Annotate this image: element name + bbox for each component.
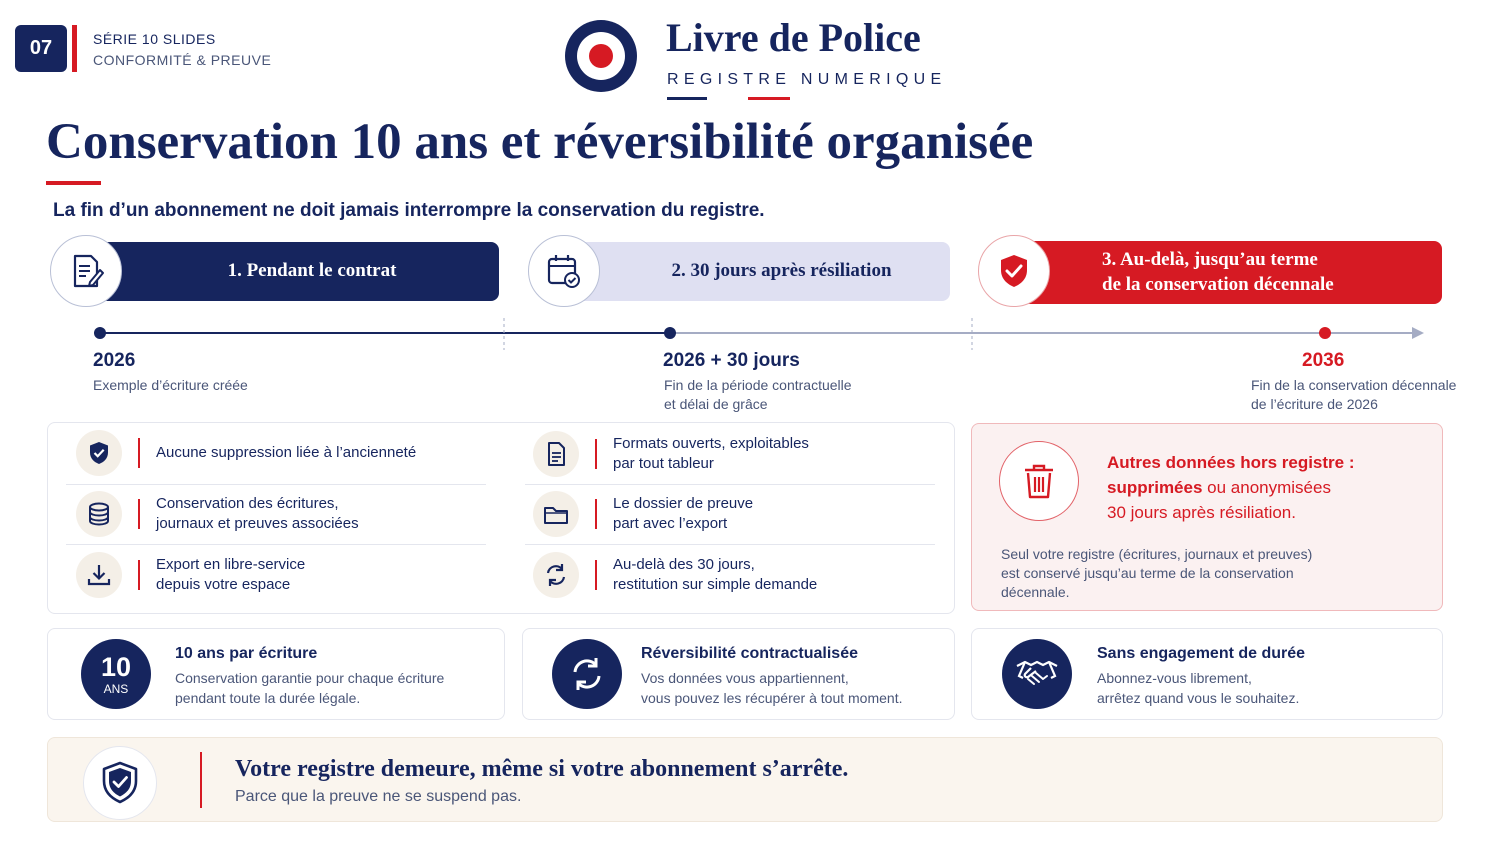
phase-1-icon-circle [50, 235, 122, 307]
feature-text: Formats ouverts, exploitables par tout tableur [613, 435, 809, 472]
slide-number-accent [72, 25, 77, 72]
commitment-icon-circle [1002, 639, 1072, 709]
refresh-icon [542, 561, 570, 589]
timeline-axis [0, 315, 1500, 355]
brand-subtitle: REGISTRE NUMERIQUE [667, 71, 947, 88]
brand-underline-navy [667, 97, 707, 100]
trash-icon [1020, 461, 1058, 501]
shield-check-icon [99, 760, 141, 806]
cycle-arrows-icon [567, 654, 607, 694]
feature-separator [138, 560, 140, 590]
card-title: Réversibilité contractualisée [641, 645, 858, 662]
brand-name: Livre de Police [666, 15, 921, 60]
phase-3-bar [1020, 241, 1442, 304]
banner-subtitle: Parce que la preuve ne se suspend pas. [235, 788, 522, 805]
shield-check-icon [994, 251, 1034, 291]
feature-icon-circle [76, 552, 122, 598]
series-title: SÉRIE 10 SLIDES [93, 31, 216, 47]
phase-1-bar [95, 242, 499, 301]
feature-item [76, 430, 496, 476]
timeline-desc-1 [93, 376, 248, 395]
brand-underline-red [748, 97, 790, 100]
timeline-label-3: 2036 [1302, 350, 1345, 371]
card-desc: Vos données vous appartiennent, vous pouvez les récupérer à tout moment. [641, 670, 903, 707]
phase-3-icon-circle [978, 235, 1050, 307]
other-data-note: Seul votre registre (écritures, journaux et preuves) est conservé jusqu’au terme de la conservation décennale. [1001, 546, 1313, 600]
timeline-dot-3 [1319, 327, 1331, 339]
feature-icon-circle [533, 431, 579, 477]
feature-item [533, 552, 933, 598]
feature-text: Le dossier de preuve part avec l’export [613, 495, 754, 532]
phase-2-label: 2. 30 jours après résiliation [671, 260, 892, 282]
card-desc: Abonnez-vous librement, arrêtez quand vous le souhaitez. [1097, 670, 1300, 707]
card-title: Sans engagement de durée [1097, 645, 1306, 662]
folder-icon [542, 500, 570, 528]
timeline-desc-1-line1: Exemple d’écriture créée [93, 377, 248, 393]
series-subtitle: CONFORMITÉ & PREUVE [93, 52, 272, 68]
feature-separator [595, 499, 597, 529]
calendar-check-icon [544, 251, 584, 291]
shield-check-icon [85, 439, 113, 467]
reversibility-icon-circle [552, 639, 622, 709]
feature-separator [138, 499, 140, 529]
feature-item [76, 552, 496, 598]
document-edit-icon [66, 251, 106, 291]
badge-number: 10 [100, 651, 132, 682]
banner-title: Votre registre demeure, même si votre abonnement s’arrête. [235, 756, 849, 782]
timeline-desc-3-line2: de l’écriture de 2026 [1251, 395, 1378, 412]
page-subtitle: La fin d’un abonnement ne doit jamais interrompre la conservation du registre. [53, 200, 765, 221]
title-underline [46, 181, 101, 185]
roundel-logo-icon [565, 20, 637, 92]
phase-2-icon-circle [528, 235, 600, 307]
ten-years-badge [81, 639, 151, 709]
phase-3-label-line1: 3. Au-delà, jusqu’au terme [1102, 248, 1318, 270]
feature-icon-circle [533, 491, 579, 537]
feature-divider [525, 544, 935, 545]
feature-divider [66, 484, 486, 485]
feature-text: Conservation des écritures, journaux et preuves associées [156, 495, 359, 532]
phase-2-bar [573, 242, 950, 301]
feature-item [533, 431, 933, 477]
other-data-title: Autres données hors registre : supprimées ou anonymisées 30 jours après résiliation. [1107, 453, 1355, 523]
feature-text: Au-delà des 30 jours, restitution sur simple demande [613, 556, 818, 593]
timeline-label-2: 2026 + 30 jours [663, 350, 800, 371]
phase-1-label: 1. Pendant le contrat [227, 260, 397, 282]
feature-separator [595, 560, 597, 590]
timeline-desc-3 [1251, 376, 1456, 414]
feature-divider [525, 484, 935, 485]
file-icon [542, 440, 570, 468]
timeline-arrow-icon [1412, 327, 1424, 339]
feature-icon-circle [76, 491, 122, 537]
timeline-label-1: 2026 [93, 350, 136, 371]
timeline-desc-2-line2: et délai de grâce [664, 395, 768, 412]
handshake-icon [1015, 656, 1059, 692]
timeline-desc-3-line1: Fin de la conservation décennale [1251, 377, 1457, 393]
phase-3-label-line2: de la conservation décennale [1102, 273, 1334, 295]
feature-item [533, 491, 933, 537]
timeline-desc-2-line1: Fin de la période contractuelle [664, 377, 852, 393]
database-icon [85, 500, 113, 528]
page-title: Conservation 10 ans et réversibilité organisée [46, 114, 1034, 170]
feature-icon-circle [533, 552, 579, 598]
feature-separator [595, 439, 597, 469]
slide-number-badge: 07 [15, 25, 67, 72]
download-icon [85, 561, 113, 589]
feature-text: Aucune suppression liée à l’ancienneté [156, 444, 417, 462]
timeline-desc-2 [664, 376, 852, 414]
banner-separator [200, 752, 202, 808]
feature-text: Export en libre-service depuis votre espace [156, 556, 306, 593]
timeline-dot-2 [664, 327, 676, 339]
card-title: 10 ans par écriture [175, 645, 318, 662]
banner-icon-circle [83, 746, 157, 820]
feature-divider [66, 544, 486, 545]
badge-unit: ANS [103, 681, 129, 696]
card-desc: Conservation garantie pour chaque écriture pendant toute la durée légale. [175, 670, 445, 707]
trash-icon-circle [999, 441, 1079, 521]
timeline-dot-1 [94, 327, 106, 339]
feature-item [76, 491, 496, 537]
feature-icon-circle [76, 430, 122, 476]
feature-separator [138, 438, 140, 468]
